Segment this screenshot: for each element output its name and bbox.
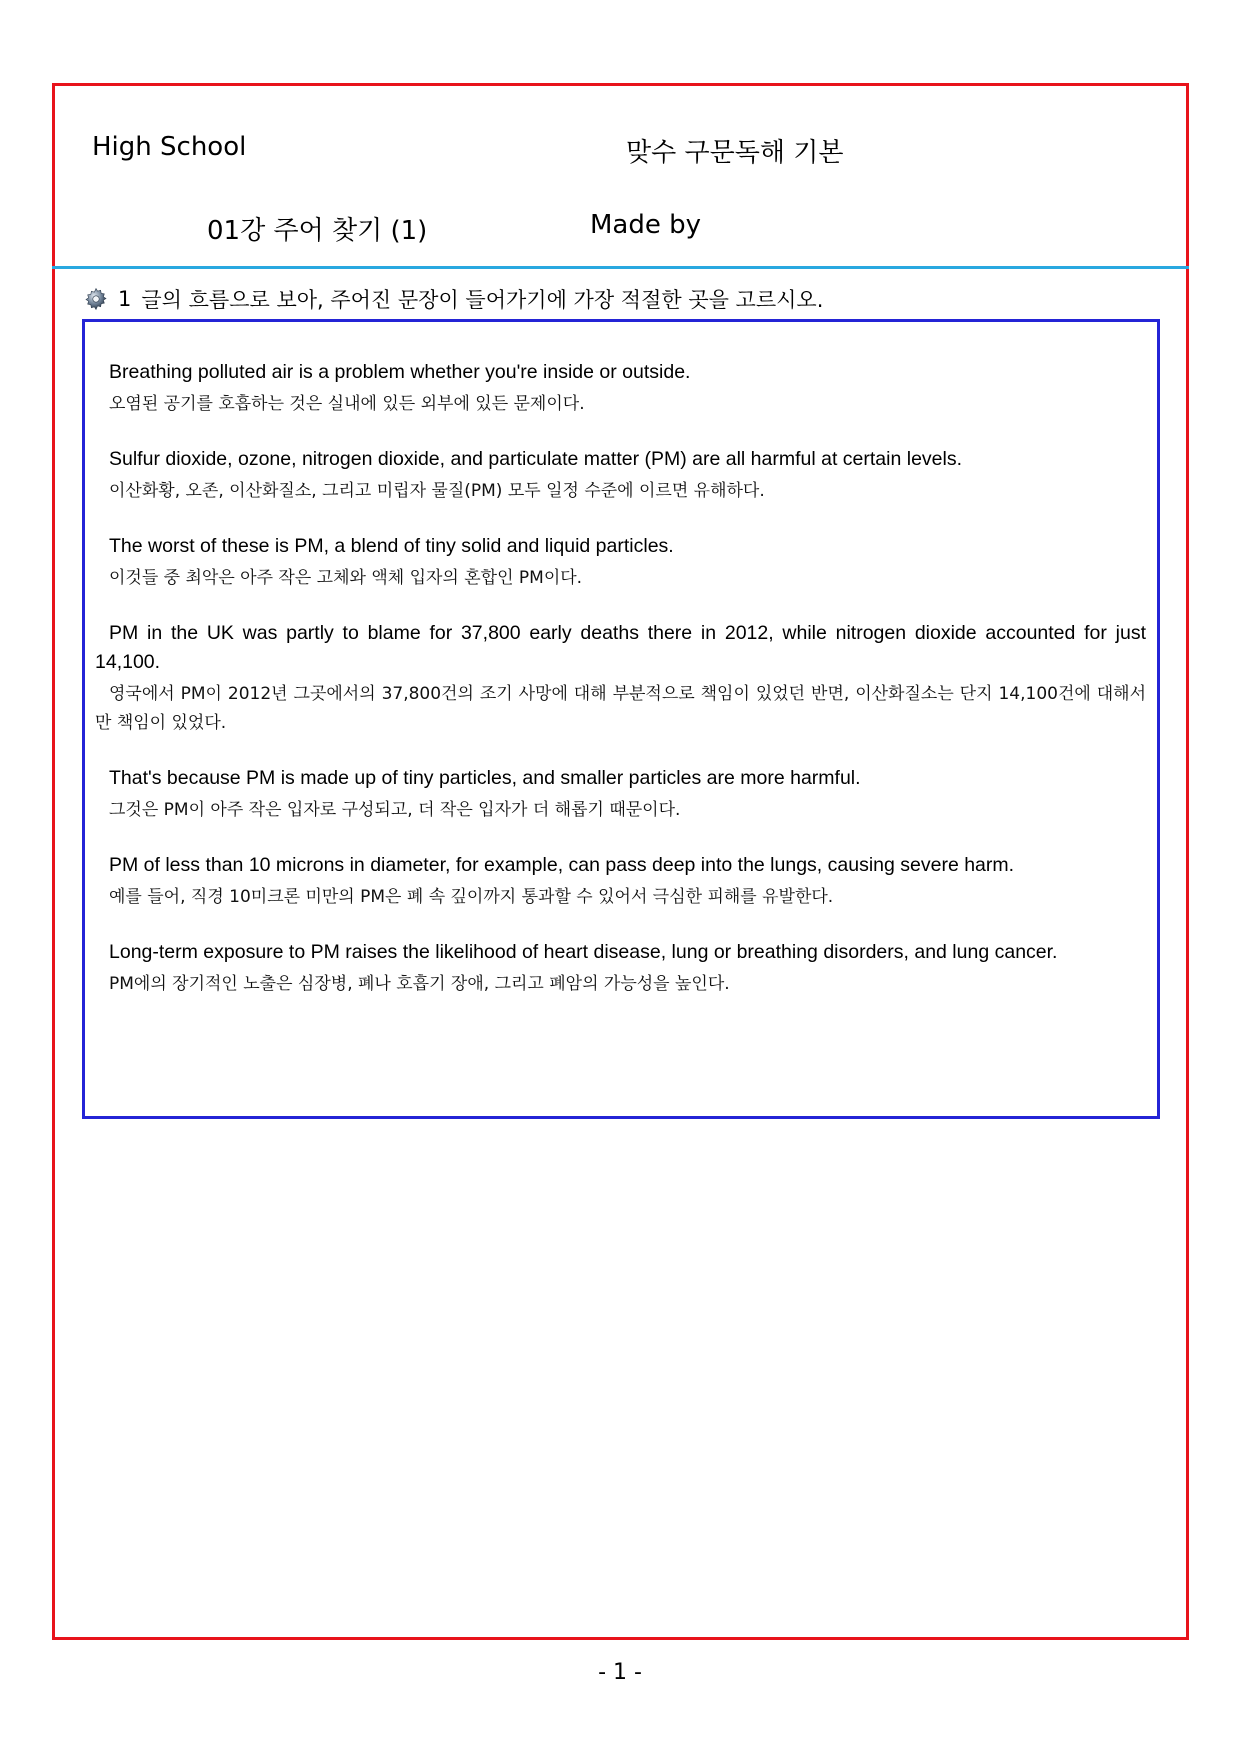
- english-sentence: PM in the UK was partly to blame for 37,800 early deaths there in 2012, while nitrogen dioxide accounted for just 14,100.: [95, 622, 1146, 673]
- passage-sentence: [95, 764, 1146, 825]
- passage-sentence: [95, 532, 1146, 593]
- question-text: 글의 흐름으로 보아, 주어진 문장이 들어가기에 가장 적절한 곳을 고르시오.: [141, 288, 824, 312]
- english-sentence: PM of less than 10 microns in diameter, for example, can pass deep into the lungs, causing severe harm.: [109, 854, 1015, 876]
- korean-translation: 영국에서 PM이 2012년 그곳에서의 37,800건의 조기 사망에 대해 부분적으로 책임이 있었던 반면, 이산화질소는 단지 14,100건에 대해서만 책임이 있었다.: [95, 684, 1146, 733]
- passage-box: [82, 319, 1160, 1119]
- passage-sentence: [95, 619, 1146, 738]
- header-divider: [52, 266, 1189, 269]
- korean-translation: 오염된 공기를 호흡하는 것은 실내에 있든 외부에 있든 문제이다.: [109, 394, 585, 414]
- gear-icon: [84, 287, 108, 311]
- school-level: High School: [92, 132, 247, 162]
- english-sentence: Sulfur dioxide, ozone, nitrogen dioxide, and particulate matter (PM) are all harmful at certain levels.: [109, 448, 963, 470]
- question-number: 1: [118, 287, 132, 311]
- korean-translation: 예를 들어, 직경 10미크론 미만의 PM은 폐 속 깊이까지 통과할 수 있어서 극심한 피해를 유발한다.: [109, 887, 834, 907]
- series-title: 맞수 구문독해 기본: [626, 138, 844, 168]
- english-sentence: Breathing polluted air is a problem whether you're inside or outside.: [109, 361, 691, 383]
- passage-sentence: [95, 851, 1146, 912]
- english-sentence: That's because PM is made up of tiny particles, and smaller particles are more harmful.: [109, 767, 861, 789]
- english-sentence: Long-term exposure to PM raises the likelihood of heart disease, lung or breathing disorders, and lung cancer.: [109, 941, 1058, 963]
- korean-translation: 그것은 PM이 아주 작은 입자로 구성되고, 더 작은 입자가 더 해롭기 때문이다.: [109, 800, 681, 820]
- korean-translation: 이산화황, 오존, 이산화질소, 그리고 미립자 물질(PM) 모두 일정 수준에 이르면 유해하다.: [109, 481, 765, 501]
- korean-translation: 이것들 중 최악은 아주 작은 고체와 액체 입자의 혼합인 PM이다.: [109, 568, 583, 588]
- page-number: - 1 -: [598, 1660, 642, 1685]
- english-sentence: The worst of these is PM, a blend of tiny solid and liquid particles.: [109, 535, 674, 557]
- korean-translation: PM에의 장기적인 노출은 심장병, 폐나 호흡기 장애, 그리고 폐암의 가능성을 높인다.: [109, 974, 730, 994]
- passage-sentence: [95, 938, 1146, 999]
- lesson-title: 01강 주어 찾기 (1): [207, 216, 428, 246]
- passage-sentence: [95, 358, 1146, 419]
- question-prompt: [84, 284, 823, 314]
- made-by-label: Made by: [590, 210, 702, 240]
- passage-sentence: [95, 445, 1146, 506]
